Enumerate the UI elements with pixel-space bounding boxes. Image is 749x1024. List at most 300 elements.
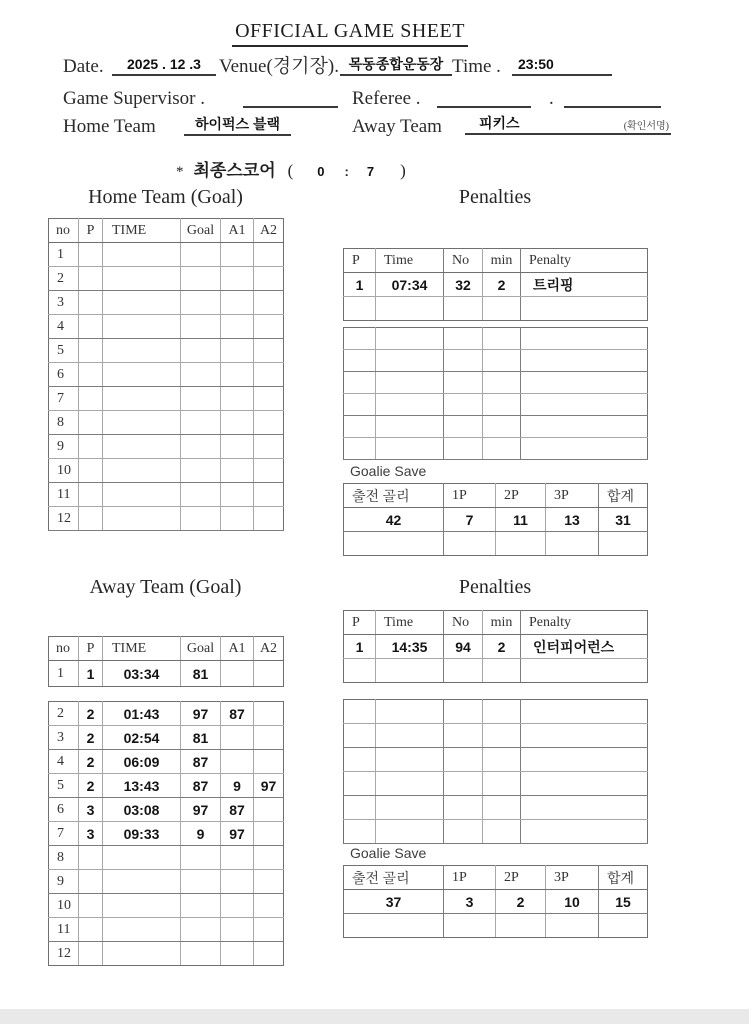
table-cell	[181, 267, 221, 291]
table-cell: 07:34	[376, 273, 444, 297]
table-row	[344, 532, 648, 556]
score-colon: :	[344, 164, 349, 179]
table-cell	[344, 297, 376, 321]
table-cell	[344, 372, 376, 394]
table-cell	[344, 532, 444, 556]
table-row	[49, 339, 284, 363]
table-cell	[483, 748, 521, 772]
home-team-value: 하이퍽스 블랙	[194, 116, 281, 132]
table-cell: 1	[344, 635, 376, 659]
table-cell	[521, 438, 648, 460]
table-cell: 9	[49, 870, 79, 894]
table-cell	[181, 870, 221, 894]
table-cell	[221, 435, 254, 459]
table-cell	[521, 416, 648, 438]
table-cell	[254, 291, 284, 315]
table-cell	[221, 339, 254, 363]
table-cell	[221, 726, 254, 750]
column-header: No	[444, 249, 483, 273]
table-cell: 2	[79, 750, 103, 774]
table-cell	[254, 387, 284, 411]
table-cell: 10	[49, 459, 79, 483]
table-cell	[254, 918, 284, 942]
table-cell	[181, 918, 221, 942]
table-cell: 87	[181, 774, 221, 798]
table-row	[344, 350, 648, 372]
time-label: Time .	[452, 56, 501, 77]
table-cell	[254, 315, 284, 339]
table-cell	[181, 459, 221, 483]
column-header: no	[49, 219, 79, 243]
table-cell	[103, 315, 181, 339]
table-cell	[79, 846, 103, 870]
table-cell	[376, 372, 444, 394]
table-cell: 1	[344, 273, 376, 297]
table-cell	[444, 438, 483, 460]
table-cell	[221, 483, 254, 507]
column-header: Time	[376, 611, 444, 635]
column-header: A2	[254, 637, 284, 661]
table-row	[49, 774, 284, 798]
table-cell: 12	[49, 507, 79, 531]
table-cell: 6	[49, 798, 79, 822]
table-cell	[483, 700, 521, 724]
column-header: Penalty	[521, 611, 648, 635]
table-cell	[254, 483, 284, 507]
table-cell	[181, 363, 221, 387]
table-cell	[79, 918, 103, 942]
table-row	[344, 508, 648, 532]
table-cell: 8	[49, 846, 79, 870]
table-cell	[79, 942, 103, 966]
home-score-value: 0	[317, 164, 325, 179]
supervisor-blank-field	[243, 86, 338, 108]
table-row	[49, 822, 284, 846]
table-row	[344, 890, 648, 914]
table-cell	[376, 328, 444, 350]
table-cell	[344, 796, 376, 820]
final-score-line	[176, 156, 406, 181]
table-cell	[221, 942, 254, 966]
home-penalties-table-top	[343, 248, 648, 321]
table-cell: 03:08	[103, 798, 181, 822]
table-cell: 94	[444, 635, 483, 659]
table-cell: 13:43	[103, 774, 181, 798]
table-row	[49, 459, 284, 483]
table-cell	[254, 363, 284, 387]
table-cell	[103, 363, 181, 387]
table-cell	[181, 291, 221, 315]
table-cell	[376, 297, 444, 321]
table-cell	[521, 659, 648, 683]
score-open-paren: (	[287, 161, 294, 180]
table-cell	[254, 411, 284, 435]
table-cell: 14:35	[376, 635, 444, 659]
column-header: Penalty	[521, 249, 648, 273]
table-cell: 42	[344, 508, 444, 532]
home-penalties-title: Penalties	[458, 186, 532, 208]
table-cell	[521, 394, 648, 416]
table-cell	[344, 724, 376, 748]
table-cell	[444, 350, 483, 372]
table-row	[344, 394, 648, 416]
table-cell	[521, 372, 648, 394]
table-cell	[444, 796, 483, 820]
table-cell: 인터피어런스	[521, 635, 648, 659]
supervisor-label: Game Supervisor .	[63, 88, 205, 109]
table-cell	[521, 748, 648, 772]
column-header: 합계	[599, 484, 648, 508]
table-row	[49, 483, 284, 507]
table-row	[49, 942, 284, 966]
away-goalie-save-label: Goalie Save	[350, 845, 427, 861]
confirm-sign-label: (확인서명)	[623, 121, 669, 132]
table-cell	[103, 918, 181, 942]
home-team-field	[184, 114, 291, 136]
table-cell: 97	[254, 774, 284, 798]
table-cell: 2	[483, 273, 521, 297]
table-cell: 2	[79, 702, 103, 726]
table-cell: 4	[49, 750, 79, 774]
column-header: TIME	[103, 219, 181, 243]
table-cell: 9	[181, 822, 221, 846]
table-row	[49, 894, 284, 918]
column-header: A1	[221, 637, 254, 661]
table-cell	[254, 750, 284, 774]
table-cell	[376, 700, 444, 724]
table-cell	[444, 532, 496, 556]
table-cell: 2	[79, 774, 103, 798]
table-cell	[79, 435, 103, 459]
table-cell: 5	[49, 774, 79, 798]
table-cell: 32	[444, 273, 483, 297]
venue-value: 목동종합운동장	[348, 56, 444, 72]
table-row	[49, 726, 284, 750]
table-cell	[221, 315, 254, 339]
table-cell	[444, 724, 483, 748]
table-cell	[483, 796, 521, 820]
table-cell: 87	[221, 798, 254, 822]
table-row	[344, 416, 648, 438]
table-cell: 97	[181, 702, 221, 726]
table-cell	[483, 372, 521, 394]
table-cell	[444, 372, 483, 394]
column-header: No	[444, 611, 483, 635]
referee-blank-field-2	[564, 86, 661, 108]
table-cell	[221, 750, 254, 774]
table-header-row	[344, 484, 648, 508]
table-cell: 2	[49, 267, 79, 291]
table-row	[344, 273, 648, 297]
table-row	[344, 796, 648, 820]
table-cell	[444, 748, 483, 772]
table-cell: 9	[49, 435, 79, 459]
table-cell	[483, 659, 521, 683]
page-title: OFFICIAL GAME SHEET	[232, 20, 468, 47]
table-row	[49, 291, 284, 315]
table-cell: 11	[49, 918, 79, 942]
table-row	[49, 702, 284, 726]
table-cell	[444, 914, 496, 938]
table-cell	[521, 297, 648, 321]
table-cell	[344, 394, 376, 416]
column-header: Goal	[181, 219, 221, 243]
table-cell	[181, 483, 221, 507]
column-header: P	[344, 611, 376, 635]
table-cell	[181, 507, 221, 531]
table-cell	[103, 846, 181, 870]
table-cell: 5	[49, 339, 79, 363]
score-close-paren: )	[400, 161, 406, 180]
table-cell	[181, 894, 221, 918]
table-cell	[546, 914, 599, 938]
table-cell	[444, 416, 483, 438]
table-cell	[254, 846, 284, 870]
table-cell: 4	[49, 315, 79, 339]
venue-label: Venue(경기장).	[219, 56, 339, 77]
table-cell	[496, 914, 546, 938]
table-cell	[546, 532, 599, 556]
away-goal-table-bottom	[48, 701, 284, 966]
table-cell: 11	[496, 508, 546, 532]
table-cell	[344, 438, 376, 460]
home-penalties-table-bottom	[343, 327, 648, 460]
column-header: Time	[376, 249, 444, 273]
table-cell	[103, 435, 181, 459]
table-row	[49, 661, 284, 687]
table-cell	[599, 532, 648, 556]
table-cell	[181, 435, 221, 459]
table-cell: 9	[221, 774, 254, 798]
table-cell: 11	[49, 483, 79, 507]
table-row	[344, 635, 648, 659]
table-row	[344, 297, 648, 321]
table-cell	[254, 339, 284, 363]
table-cell	[344, 350, 376, 372]
table-row	[49, 363, 284, 387]
table-cell: 81	[181, 661, 221, 687]
table-cell	[599, 914, 648, 938]
table-cell	[181, 942, 221, 966]
table-cell	[521, 700, 648, 724]
column-header: 출전 골리	[344, 484, 444, 508]
table-cell: 1	[79, 661, 103, 687]
table-cell	[376, 772, 444, 796]
table-cell: 2	[496, 890, 546, 914]
away-penalties-table-bottom	[343, 699, 648, 844]
table-cell	[79, 387, 103, 411]
time-value: 23:50	[518, 56, 554, 72]
referee-dot-separator: .	[549, 88, 554, 109]
table-cell	[444, 659, 483, 683]
column-header: 2P	[496, 866, 546, 890]
table-cell	[496, 532, 546, 556]
table-cell	[376, 659, 444, 683]
column-header: A2	[254, 219, 284, 243]
table-row	[49, 411, 284, 435]
table-cell	[221, 291, 254, 315]
table-cell	[344, 748, 376, 772]
table-cell: 81	[181, 726, 221, 750]
table-cell	[344, 659, 376, 683]
table-row	[344, 328, 648, 350]
table-cell	[483, 772, 521, 796]
table-cell	[254, 267, 284, 291]
table-cell	[254, 507, 284, 531]
table-row	[344, 748, 648, 772]
table-cell: 트리핑	[521, 273, 648, 297]
table-header-row	[49, 637, 284, 661]
table-cell	[254, 942, 284, 966]
column-header: 합계	[599, 866, 648, 890]
column-header: TIME	[103, 637, 181, 661]
away-penalties-table-top	[343, 610, 648, 683]
table-cell	[344, 820, 376, 844]
table-cell: 7	[444, 508, 496, 532]
table-cell: 12	[49, 942, 79, 966]
table-cell	[181, 315, 221, 339]
table-cell	[444, 772, 483, 796]
table-cell	[483, 820, 521, 844]
table-cell	[221, 363, 254, 387]
table-cell	[376, 748, 444, 772]
table-cell: 6	[49, 363, 79, 387]
table-cell: 1	[49, 661, 79, 687]
table-header-row	[344, 866, 648, 890]
table-cell: 87	[221, 702, 254, 726]
away-team-field	[465, 113, 671, 135]
table-cell	[254, 894, 284, 918]
table-row	[49, 870, 284, 894]
table-cell	[521, 796, 648, 820]
away-goal-table-top	[48, 636, 284, 687]
table-cell: 3	[79, 822, 103, 846]
table-cell	[103, 291, 181, 315]
table-cell	[254, 798, 284, 822]
final-score-label: 최종스코어	[193, 161, 276, 180]
away-goalie-save-table	[343, 865, 648, 938]
table-cell: 10	[546, 890, 599, 914]
table-cell	[181, 339, 221, 363]
table-cell	[181, 846, 221, 870]
table-cell	[521, 350, 648, 372]
table-cell	[376, 350, 444, 372]
table-cell	[221, 387, 254, 411]
away-team-value: 피키스	[479, 115, 520, 131]
table-cell	[521, 328, 648, 350]
table-cell	[483, 297, 521, 321]
table-cell	[103, 894, 181, 918]
page-title-row	[0, 20, 700, 47]
table-cell	[483, 724, 521, 748]
away-team-label: Away Team	[352, 116, 442, 137]
table-cell	[344, 700, 376, 724]
table-row	[344, 772, 648, 796]
table-cell	[344, 416, 376, 438]
table-cell	[103, 387, 181, 411]
table-cell: 03:34	[103, 661, 181, 687]
table-cell	[221, 846, 254, 870]
table-cell: 2	[79, 726, 103, 750]
table-header-row	[49, 219, 284, 243]
table-cell	[79, 339, 103, 363]
column-header: no	[49, 637, 79, 661]
table-cell: 31	[599, 508, 648, 532]
table-cell	[103, 459, 181, 483]
table-cell	[376, 820, 444, 844]
table-cell	[79, 243, 103, 267]
table-cell	[103, 507, 181, 531]
table-cell	[254, 726, 284, 750]
table-row	[344, 438, 648, 460]
table-cell	[181, 243, 221, 267]
table-cell	[254, 661, 284, 687]
home-team-label: Home Team	[63, 116, 156, 137]
table-cell	[79, 267, 103, 291]
table-cell	[181, 411, 221, 435]
table-cell	[483, 350, 521, 372]
table-cell: 15	[599, 890, 648, 914]
table-row	[344, 914, 648, 938]
table-cell	[521, 772, 648, 796]
table-cell: 3	[444, 890, 496, 914]
table-cell: 3	[49, 291, 79, 315]
table-cell	[521, 820, 648, 844]
home-goalie-save-label: Goalie Save	[350, 463, 427, 479]
table-row	[344, 659, 648, 683]
table-cell	[79, 507, 103, 531]
table-cell: 10	[49, 894, 79, 918]
table-row	[49, 387, 284, 411]
home-goal-table	[48, 218, 284, 531]
table-cell	[221, 411, 254, 435]
table-cell	[221, 267, 254, 291]
column-header: min	[483, 611, 521, 635]
table-cell	[254, 870, 284, 894]
column-header: Goal	[181, 637, 221, 661]
table-row	[49, 750, 284, 774]
table-cell	[79, 894, 103, 918]
table-cell	[521, 724, 648, 748]
table-cell	[103, 339, 181, 363]
table-cell: 7	[49, 387, 79, 411]
column-header: 2P	[496, 484, 546, 508]
table-cell	[103, 870, 181, 894]
table-cell	[221, 894, 254, 918]
table-row	[49, 798, 284, 822]
table-cell: 3	[49, 726, 79, 750]
table-cell	[444, 700, 483, 724]
table-cell: 2	[49, 702, 79, 726]
date-label: Date.	[63, 56, 104, 77]
table-cell	[103, 411, 181, 435]
table-cell	[103, 267, 181, 291]
venue-field	[340, 54, 452, 76]
table-cell: 7	[49, 822, 79, 846]
away-goal-title: Away Team (Goal)	[89, 576, 242, 598]
home-goalie-save-table	[343, 483, 648, 556]
column-header: 1P	[444, 866, 496, 890]
table-cell	[376, 416, 444, 438]
table-cell	[79, 363, 103, 387]
table-cell	[221, 459, 254, 483]
score-star: *	[176, 164, 184, 180]
table-cell	[103, 483, 181, 507]
table-row	[49, 267, 284, 291]
table-cell: 97	[181, 798, 221, 822]
table-cell	[103, 942, 181, 966]
table-cell: 13	[546, 508, 599, 532]
